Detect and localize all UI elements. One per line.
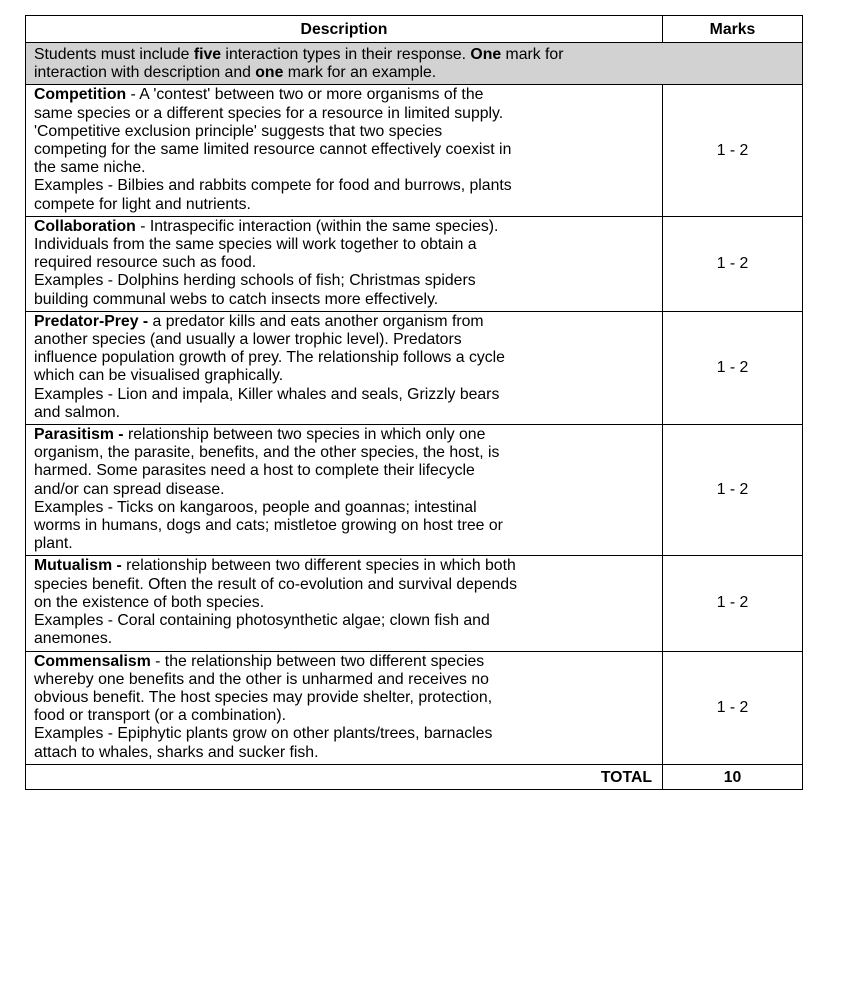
interaction-term: Predator-Prey - <box>34 312 149 330</box>
marks-value: 1 - 2 <box>663 311 803 424</box>
table-row <box>26 311 803 424</box>
table-row <box>26 556 803 651</box>
instruction-note <box>26 43 803 85</box>
marks-value: 1 - 2 <box>663 425 803 556</box>
instruction-text: Students must include <box>34 46 194 63</box>
description-line: worms in humans, dogs and cats; mistletoe growing on host tree or <box>34 517 503 535</box>
description-line: species benefit. Often the result of co-evolution and survival depends <box>34 575 517 593</box>
description-line: the same niche. <box>34 159 146 177</box>
description-line <box>34 557 656 575</box>
marks-header: Marks <box>663 16 803 43</box>
table-row <box>26 216 803 311</box>
marking-rubric-table <box>25 15 803 790</box>
description-text: relationship between two species in which only one <box>123 426 486 444</box>
interaction-term: Commensalism <box>34 652 151 670</box>
description-text: - Intraspecific interaction (within the same species). <box>135 217 499 235</box>
description-text: - A 'contest' between two or more organisms of the <box>126 86 484 104</box>
description-line: organism, the parasite, benefits, and the other species, the host, is <box>34 444 500 462</box>
interaction-description <box>26 425 663 556</box>
description-line: anemones. <box>34 630 113 648</box>
description-line: compete for light and nutrients. <box>34 195 251 213</box>
instruction-text: mark for <box>501 46 564 63</box>
description-text: relationship between two different species in which both <box>121 557 516 575</box>
table-row <box>26 85 803 216</box>
description-line: Individuals from the same species will work together to obtain a <box>34 236 477 254</box>
interaction-description <box>26 651 663 764</box>
description-line: competing for the same limited resource cannot effectively coexist in <box>34 141 512 159</box>
description-line: and salmon. <box>34 403 121 421</box>
description-line: food or transport (or a combination). <box>34 707 286 725</box>
instruction-emphasis: One <box>470 46 502 63</box>
description-line: Examples - Epiphytic plants grow on other plants/trees, barnacles <box>34 725 493 743</box>
description-line: building communal webs to catch insects more effectively. <box>34 290 439 308</box>
instruction-text: mark for an example. <box>283 64 437 82</box>
interaction-description <box>26 311 663 424</box>
table-row <box>26 425 803 556</box>
total-row <box>26 764 803 789</box>
description-line: another species (and usually a lower trophic level). Predators <box>34 331 462 349</box>
description-line <box>34 313 656 331</box>
header-row <box>26 16 803 43</box>
description-line: same species or a different species for a resource in limited supply. <box>34 104 504 122</box>
description-line: whereby one benefits and the other is unharmed and receives no <box>34 670 489 688</box>
description-line: attach to whales, sharks and sucker fish. <box>34 743 319 761</box>
instruction-row <box>26 43 803 85</box>
description-text: - the relationship between two different species <box>150 652 485 670</box>
description-line <box>34 86 656 104</box>
description-line <box>34 218 656 236</box>
description-line: influence population growth of prey. The relationship follows a cycle <box>34 349 505 367</box>
description-line: obvious benefit. The host species may provide shelter, protection, <box>34 688 493 706</box>
description-line: Examples - Coral containing photosynthetic algae; clown fish and <box>34 612 490 630</box>
description-line: which can be visualised graphically. <box>34 367 284 385</box>
description-line: 'Competitive exclusion principle' suggests that two species <box>34 122 443 140</box>
description-line: and/or can spread disease. <box>34 480 225 498</box>
instruction-emphasis: one <box>255 64 284 82</box>
interaction-term: Mutualism - <box>34 557 122 575</box>
marks-value: 1 - 2 <box>663 651 803 764</box>
description-line: on the existence of both species. <box>34 593 265 611</box>
instruction-line-2 <box>34 64 796 82</box>
interaction-description <box>26 216 663 311</box>
marks-value: 1 - 2 <box>663 556 803 651</box>
instruction-line-1 <box>34 46 796 64</box>
description-line: Examples - Lion and impala, Killer whales and seals, Grizzly bears <box>34 385 500 403</box>
interaction-term: Competition <box>34 86 127 104</box>
description-line <box>34 653 656 671</box>
interaction-description <box>26 556 663 651</box>
total-value: 10 <box>663 764 803 789</box>
instruction-text: interaction with description and <box>34 64 256 82</box>
total-label: TOTAL <box>26 764 663 789</box>
description-line: Examples - Dolphins herding schools of fish; Christmas spiders <box>34 272 476 290</box>
marks-value: 1 - 2 <box>663 85 803 216</box>
interaction-term: Collaboration <box>34 217 136 235</box>
instruction-text: interaction types in their response. <box>221 46 471 63</box>
description-text: a predator kills and eats another organism from <box>148 312 484 330</box>
description-line: harmed. Some parasites need a host to complete their lifecycle <box>34 462 475 480</box>
description-line: Examples - Ticks on kangaroos, people and goannas; intestinal <box>34 498 477 516</box>
interaction-description <box>26 85 663 216</box>
description-line: required resource such as food. <box>34 254 257 272</box>
marks-value: 1 - 2 <box>663 216 803 311</box>
description-line: plant. <box>34 535 73 553</box>
table-row <box>26 651 803 764</box>
description-line <box>34 426 656 444</box>
description-header: Description <box>26 16 663 43</box>
description-line: Examples - Bilbies and rabbits compete for food and burrows, plants <box>34 177 512 195</box>
interaction-term: Parasitism - <box>34 426 124 444</box>
instruction-emphasis: five <box>193 46 222 63</box>
